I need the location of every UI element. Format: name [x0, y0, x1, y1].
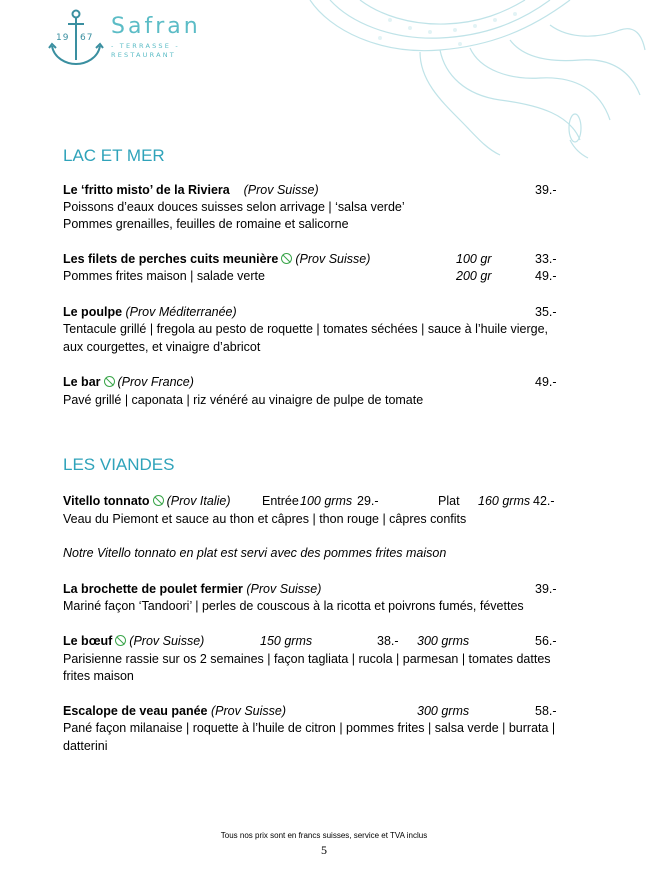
dish-provenance: (Prov Méditerranée)	[125, 305, 237, 319]
page-number: 5	[321, 843, 327, 857]
jellyfish-illustration	[270, 0, 648, 160]
dish-name: Le ‘fritto misto’ de la Riviera	[63, 183, 230, 197]
dish-quantity: 200 gr	[456, 269, 492, 283]
dish-description: Pommes grenailles, feuilles de romaine et salicorne	[63, 217, 349, 231]
dish-boeuf	[63, 633, 204, 650]
dish-price: 49.-	[535, 269, 557, 283]
entree-label: Entrée	[262, 494, 299, 508]
dish-name: Le poulpe	[63, 305, 123, 319]
dish-bar	[63, 374, 194, 391]
year-left: 19	[56, 33, 70, 43]
dish-description: Poissons d’eaux douces suisses selon arrivage | ‘salsa verde’	[63, 200, 405, 214]
dish-provenance: (Prov Suisse)	[246, 582, 322, 596]
dish-name: Les filets de perches cuits meunière	[63, 252, 279, 266]
brand-line-restaurant: RESTAURANT	[111, 51, 176, 59]
entree-quantity: 100 grms	[300, 494, 353, 508]
dish-name: Le bœuf	[63, 634, 113, 648]
dish-quantity: 300 grms	[417, 634, 470, 648]
dish-description: Pavé grillé | caponata | riz vénéré au vinaigre de pulpe de tomate	[63, 393, 424, 407]
vitello-note: Notre Vitello tonnato en plat est servi avec des pommes frites maison	[63, 546, 447, 560]
dish-provenance: (Prov Suisse)	[243, 183, 319, 197]
brand-subtitle	[111, 42, 180, 60]
dish-price: 33.-	[535, 252, 557, 266]
dish-provenance: (Prov Italie)	[166, 494, 231, 508]
dish-description: Mariné façon ‘Tandoori’ | perles de couscous à la ricotta et poivrons fumés, févettes	[63, 599, 524, 613]
dish-price: 56.-	[535, 634, 557, 648]
price-footnote: Tous nos prix sont en francs suisses, service et TVA inclus	[220, 831, 428, 840]
dish-provenance: (Prov Suisse)	[211, 704, 287, 718]
dish-escalope	[63, 703, 286, 720]
dish-price: 58.-	[535, 704, 557, 718]
dish-price: 38.-	[377, 634, 399, 648]
year-right: 67	[80, 33, 94, 43]
dish-price: 39.-	[535, 183, 557, 197]
dish-brochette	[63, 581, 321, 598]
dish-description: datterini	[63, 739, 108, 753]
dish-filets-perches	[63, 251, 370, 268]
entree-price: 29.-	[357, 494, 379, 508]
vegetarian-icon	[115, 635, 126, 646]
dish-price: 49.-	[535, 375, 557, 389]
dish-description: aux courgettes, et vinaigre d’abricot	[63, 340, 261, 354]
dish-quantity: 150 grms	[260, 634, 313, 648]
dish-name: La brochette de poulet fermier	[63, 582, 243, 596]
section-title-les-viandes: LES VIANDES	[63, 455, 175, 474]
dish-fritto-misto	[63, 182, 319, 199]
dish-price: 35.-	[535, 305, 557, 319]
dish-description: Veau du Piemont et sauce au thon et câpres | thon rouge | câpres confits	[63, 512, 467, 526]
dish-name: Escalope de veau panée	[63, 704, 208, 718]
dish-vitello-tonnato	[63, 493, 230, 510]
vegetarian-icon	[153, 495, 164, 506]
dish-provenance: (Prov France)	[117, 375, 194, 389]
brand-line-terrasse: - TERRASSE -	[111, 42, 180, 50]
dish-name: Vitello tonnato	[63, 494, 150, 508]
dish-provenance: (Prov Suisse)	[295, 252, 371, 266]
vegetarian-icon	[104, 376, 115, 387]
dish-poulpe	[63, 304, 237, 321]
plat-price: 42.-	[533, 494, 555, 508]
dish-quantity: 300 grms	[417, 704, 470, 718]
plat-label: Plat	[438, 494, 460, 508]
vegetarian-icon	[281, 253, 292, 264]
dish-description: Pommes frites maison | salade verte	[63, 269, 265, 283]
section-title-lac-et-mer: LAC ET MER	[63, 146, 165, 165]
brand-name: Safran	[111, 14, 201, 39]
dish-quantity: 100 gr	[456, 252, 492, 266]
dish-provenance: (Prov Suisse)	[129, 634, 205, 648]
dish-description: Pané façon milanaise | roquette à l’huile de citron | pommes frites | salsa verde | burrata |	[63, 721, 556, 735]
dish-description: frites maison	[63, 669, 134, 683]
dish-description: Tentacule grillé | fregola au pesto de roquette | tomates séchées | sauce à l’huile vierge,	[63, 322, 549, 336]
dish-name: Le bar	[63, 375, 101, 389]
plat-quantity: 160 grms	[478, 494, 531, 508]
dish-price: 39.-	[535, 582, 557, 596]
dish-description: Parisienne rassie sur os 2 semaines | façon tagliata | rucola | parmesan | tomates dattes	[63, 652, 551, 666]
